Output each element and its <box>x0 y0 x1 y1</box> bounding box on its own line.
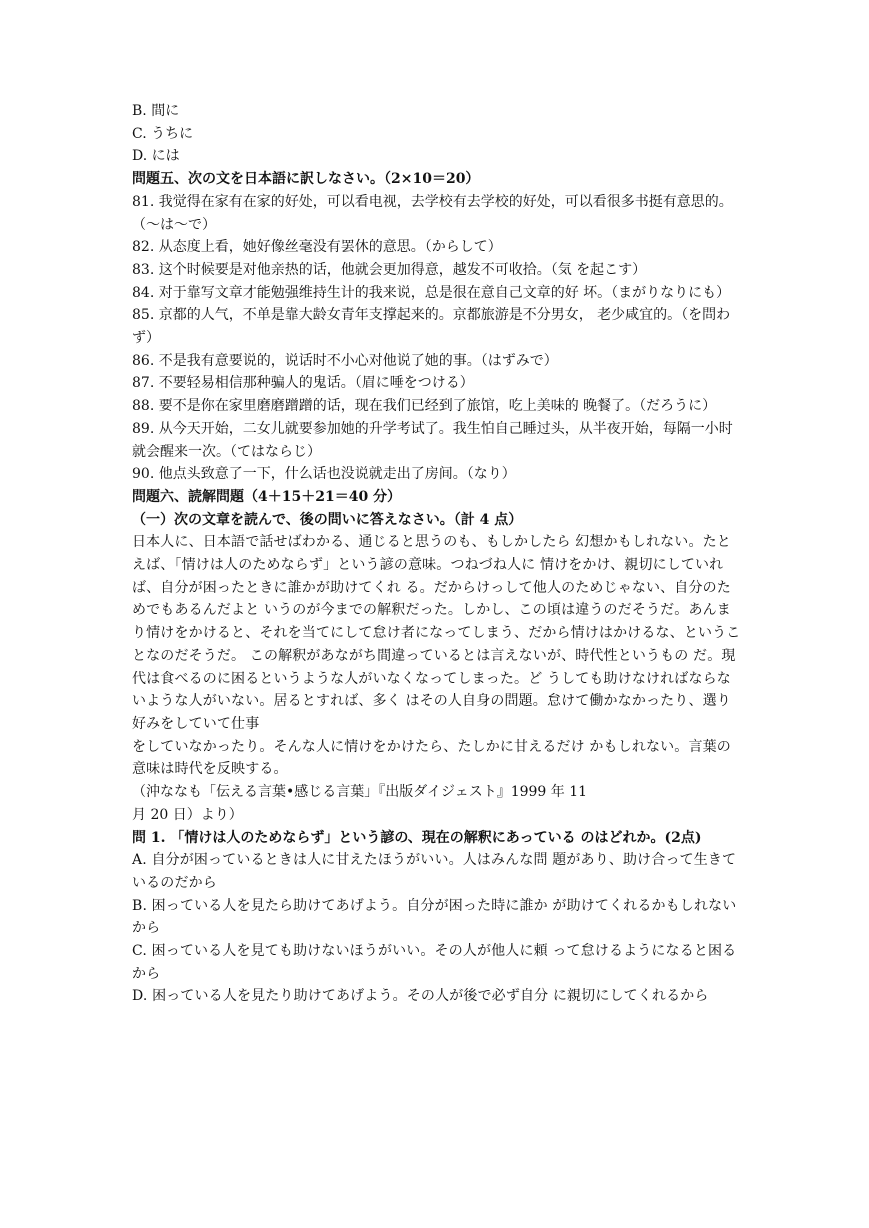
question-86: 86. 不是我有意要说的，说话时不小心对他说了她的事。（はずみで） <box>132 352 558 369</box>
reading-sub-heading: （一）次の文章を読んで、後の問いに答えなさい。（計 4 点） <box>132 511 523 528</box>
question-90: 90. 他点头致意了一下，什么话也没说就走出了房间。（なり） <box>132 466 516 483</box>
reading-passage-end: をしていなかったり。そんな人に情けをかけたら、たしかに甘えるだけ かもしれない。言葉の意味は時代を反映する。 <box>132 738 731 778</box>
question-88: 88. 要不是你在家里磨磨蹭蹭的话，现在我们已经到了旅馆，吃上美味的 晚餐了。（だろうに） <box>132 398 717 415</box>
question-85: 85. 京都的人气，不单是靠大龄女青年支撑起来的。京都旅游是不分男女， 老少咸宜的。（を問わず） <box>132 307 731 347</box>
section5-heading: 問題五、次の文を日本語に訳しなさい。（2×10＝20） <box>132 171 480 188</box>
question-82: 82. 从态度上看，她好像丝毫没有罢休的意思。（からして） <box>132 239 502 256</box>
section6-heading: 問題六、読解問題（4＋15＋21＝40 分） <box>132 488 402 505</box>
passage-source-line-2: 月 20 日）より） <box>132 806 243 823</box>
question-83: 83. 这个时候要是对他亲热的话，他就会更加得意，越发不可收拾。（気 を起こす） <box>132 261 647 278</box>
question-1: 問 1. 「情けは人のためならず」という諺の、現在の解釈にあっている のはどれか。(2点) <box>132 829 702 846</box>
choice-c: C. 困っている人を見ても助けないほうがいい。その人が他人に頼 って怠けるようになると困るから <box>132 943 737 982</box>
option-b: B. 間に <box>132 103 180 119</box>
exam-page <box>132 100 742 1008</box>
option-d: D. には <box>132 148 180 165</box>
option-c: C. うちに <box>132 125 194 142</box>
question-87: 87. 不要轻易相信那种骗人的鬼话。（眉に唾をつける） <box>132 375 474 392</box>
choice-d: D. 困っている人を見たり助けてあげよう。その人が後で必ず自分 に親切にしてくれるから <box>132 988 709 1005</box>
question-89: 89. 从今天开始，二女儿就要参加她的升学考试了。我生怕自己睡过头，从半夜开始，每隔一小时就会醒来一次。（てはならじ） <box>132 420 733 460</box>
question-84: 84. 对于靠写文章才能勉强维持生计的我来说，总是很在意自己文章的好 坏。（まがりなりにも） <box>132 284 731 301</box>
choice-b: B. 困っている人を見たら助けてあげよう。自分が困った時に誰か が助けてくれるかもしれないから <box>132 897 737 937</box>
choice-a: A. 自分が困っているときは人に甘えたほうがいい。人はみんな問 題があり、助け合って生きているのだから <box>132 852 737 891</box>
question-81: 81. 我觉得在家有在家的好处，可以看电视，去学校有去学校的好处，可以看很多书挺有意思的。（～は～で） <box>132 193 733 233</box>
passage-source-line-1: （沖ななも「伝える言葉•感じる言葉」『出版ダイジェスト』1999 年 11 <box>132 784 588 801</box>
reading-passage: 日本人に、日本語で話せばわかる、通じると思うのも、もしかしたら 幻想かもしれない。たとえば、「情けは人のためならず」という諺の意味。つねづね人に 情けをかけ、親切にしていれば、自分が困ったときに誰かが助けてくれ る。だからけっして他人のためじゃない、自分のためでもあるんだよと いうのが今までの解釈だった。しかし、この頃は違うのだそうだ。あんまり情けをかけると、それを当てにして怠け者になってしまう、だから情けはかけるな、ということなのだそうだ。 この解釈があながち間違っているとは言えないが、時代性というもの だ。現代は食べるのに困るというような人がいなくなってしまった。ど うしても助けなければならないような人がいない。居るとすれば、多く はその人自身の問題。怠けて働かなかったり、選り好みをしていて仕事 <box>132 534 741 732</box>
